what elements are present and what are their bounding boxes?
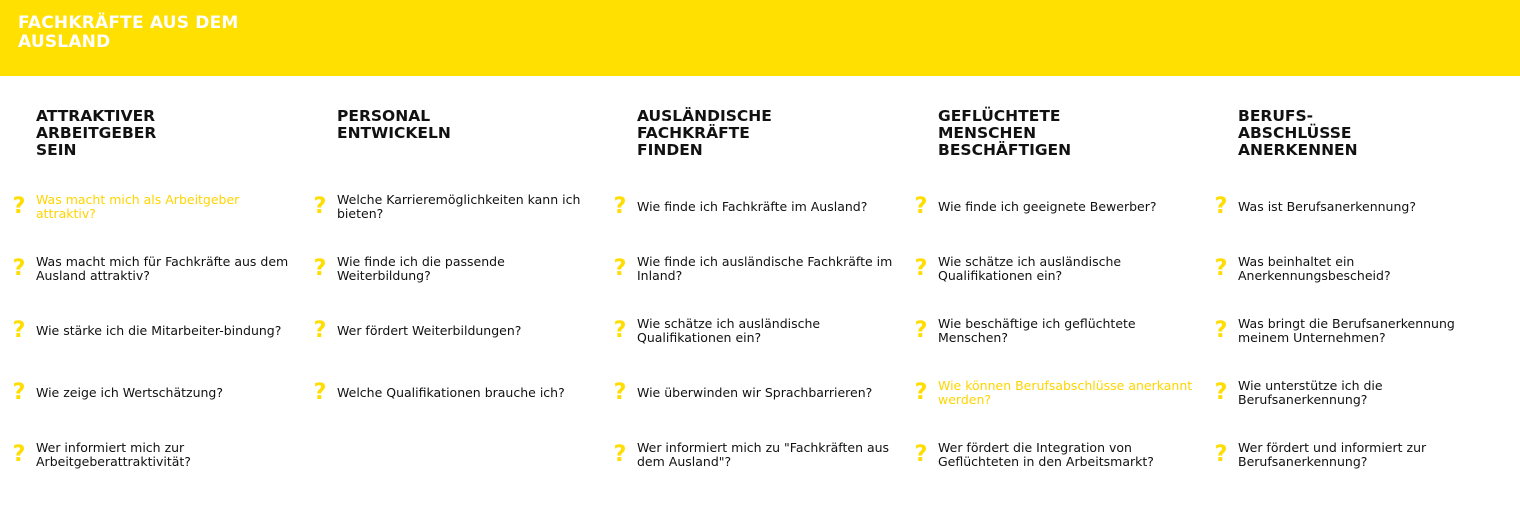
- question-mark-icon: ?: [914, 256, 928, 281]
- question-mark-icon: ?: [12, 256, 26, 281]
- question-mark-icon: ?: [313, 380, 327, 405]
- question-mark-icon: ?: [313, 256, 327, 281]
- question-mark-icon: ?: [12, 318, 26, 343]
- question-text: Wie überwinden wir Sprachbarrieren?: [637, 385, 873, 400]
- question-mark-icon: ?: [313, 194, 327, 219]
- faq-question-link[interactable]: [1211, 249, 1501, 289]
- faq-question-link[interactable]: [9, 249, 299, 289]
- faq-question-link[interactable]: [911, 311, 1201, 351]
- question-text: Was macht mich für Fachkräfte aus dem Ausland attraktiv?: [36, 254, 289, 283]
- question-mark-icon: ?: [613, 194, 627, 219]
- question-text: Wie finde ich geeignete Bewerber?: [938, 199, 1157, 214]
- faq-question-link[interactable]: [310, 373, 600, 413]
- question-text: Was macht mich als Arbeitgeber attraktiv?: [36, 192, 240, 221]
- question-mark-icon: ?: [613, 380, 627, 405]
- question-text: Welche Qualifikationen brauche ich?: [337, 385, 565, 400]
- faq-question-link[interactable]: [310, 187, 600, 227]
- faq-question-link[interactable]: [610, 373, 900, 413]
- faq-question-link[interactable]: [911, 373, 1201, 413]
- question-text: Wie schätze ich ausländische Qualifikationen ein?: [938, 254, 1122, 283]
- page-title: FACHKRÄFTE AUS DEM AUSLAND: [18, 13, 239, 52]
- question-text: Welche Karrieremöglichkeiten kann ich bieten?: [337, 192, 581, 221]
- question-mark-icon: ?: [1214, 256, 1228, 281]
- faq-question-link[interactable]: [610, 187, 900, 227]
- question-mark-icon: ?: [914, 318, 928, 343]
- faq-question-link[interactable]: [1211, 187, 1501, 227]
- question-text: Wie schätze ich ausländische Qualifikationen ein?: [637, 316, 821, 345]
- faq-question-link[interactable]: [911, 187, 1201, 227]
- faq-question-link[interactable]: [911, 249, 1201, 289]
- question-mark-icon: ?: [613, 256, 627, 281]
- faq-question-link[interactable]: [1211, 435, 1501, 475]
- question-text: Wer informiert mich zu "Fachkräften aus dem Ausland"?: [637, 440, 890, 469]
- question-text: Wer informiert mich zur Arbeitgeberattraktivität?: [36, 440, 191, 469]
- question-text: Wie finde ich ausländische Fachkräfte im Inland?: [637, 254, 893, 283]
- faq-question-link[interactable]: [310, 249, 600, 289]
- faq-question-link[interactable]: [310, 311, 600, 351]
- faq-question-link[interactable]: [9, 373, 299, 413]
- question-mark-icon: ?: [1214, 318, 1228, 343]
- question-text: Wer fördert die Integration von Geflüchteten in den Arbeitsmarkt?: [938, 440, 1154, 469]
- question-mark-icon: ?: [1214, 380, 1228, 405]
- question-text: Wer fördert Weiterbildungen?: [337, 323, 522, 338]
- question-text: Wie unterstütze ich die Berufsanerkennung?: [1238, 378, 1383, 407]
- question-mark-icon: ?: [1214, 194, 1228, 219]
- column-heading: ATTRAKTIVER ARBEITGEBER SEIN: [36, 107, 157, 159]
- faq-question-link[interactable]: [610, 249, 900, 289]
- question-mark-icon: ?: [613, 318, 627, 343]
- question-text: Wie beschäftige ich geflüchtete Menschen?: [938, 316, 1136, 345]
- column-heading: PERSONAL ENTWICKELN: [337, 107, 451, 142]
- faq-question-link[interactable]: [610, 311, 900, 351]
- question-mark-icon: ?: [613, 442, 627, 467]
- question-mark-icon: ?: [12, 380, 26, 405]
- question-mark-icon: ?: [313, 318, 327, 343]
- question-text: Was bringt die Berufsanerkennung meinem Unternehmen?: [1238, 316, 1455, 345]
- question-text: Was ist Berufsanerkennung?: [1238, 199, 1416, 214]
- question-mark-icon: ?: [12, 194, 26, 219]
- question-text: Wie können Berufsabschlüsse anerkannt werden?: [938, 378, 1193, 407]
- question-mark-icon: ?: [914, 442, 928, 467]
- question-text: Wie zeige ich Wertschätzung?: [36, 385, 223, 400]
- faq-question-link[interactable]: [610, 435, 900, 475]
- column-heading: AUSLÄNDISCHE FACHKRÄFTE FINDEN: [637, 107, 772, 159]
- faq-question-link[interactable]: [9, 311, 299, 351]
- faq-question-link[interactable]: [9, 435, 299, 475]
- question-text: Was beinhaltet ein Anerkennungsbescheid?: [1238, 254, 1391, 283]
- question-text: Wie finde ich die passende Weiterbildung?: [337, 254, 505, 283]
- question-mark-icon: ?: [914, 194, 928, 219]
- question-mark-icon: ?: [12, 442, 26, 467]
- faq-question-link[interactable]: [1211, 311, 1501, 351]
- question-mark-icon: ?: [914, 380, 928, 405]
- question-text: Wie stärke ich die Mitarbeiter-bindung?: [36, 323, 282, 338]
- question-text: Wer fördert und informiert zur Berufsanerkennung?: [1238, 440, 1427, 469]
- question-mark-icon: ?: [1214, 442, 1228, 467]
- faq-question-link[interactable]: [911, 435, 1201, 475]
- header-banner: [0, 0, 1520, 76]
- column-heading: GEFLÜCHTETE MENSCHEN BESCHÄFTIGEN: [938, 107, 1072, 159]
- faq-question-link[interactable]: [1211, 373, 1501, 413]
- question-text: Wie finde ich Fachkräfte im Ausland?: [637, 199, 868, 214]
- faq-question-link[interactable]: [9, 187, 299, 227]
- column-heading: BERUFS- ABSCHLÜSSE ANERKENNEN: [1238, 107, 1358, 159]
